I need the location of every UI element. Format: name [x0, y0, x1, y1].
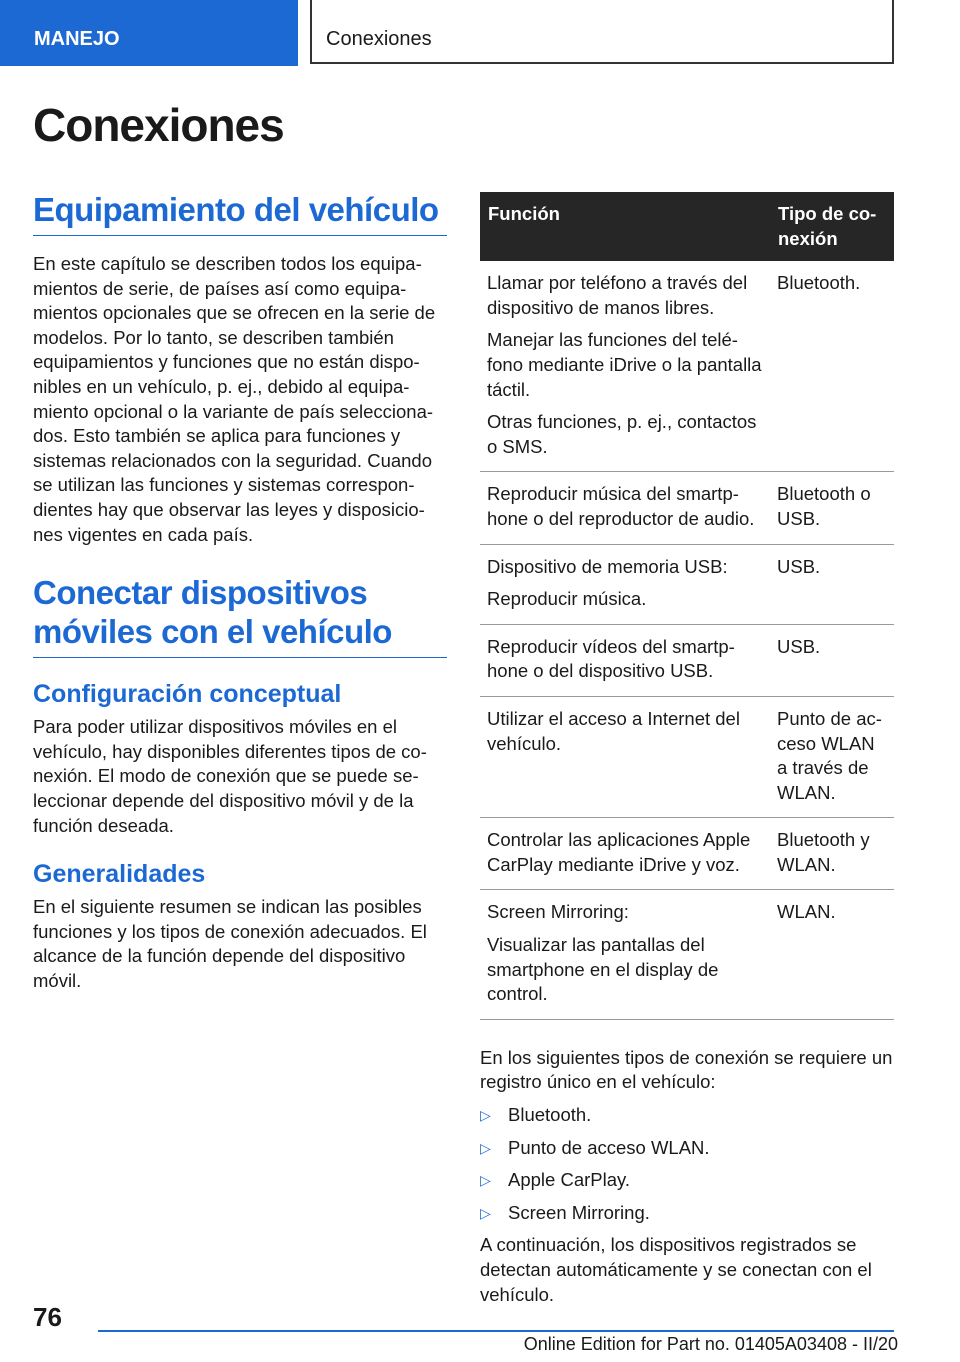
list-item-text: Bluetooth. — [508, 1104, 592, 1126]
header-connection-type: Tipo de conexión — [770, 192, 894, 261]
function-cell — [480, 890, 770, 1019]
function-line: Utilizar el acceso a Internet del vehículo. — [487, 707, 740, 754]
list-item — [480, 1103, 894, 1128]
connection-type-cell: WLAN. — [770, 890, 894, 1019]
heading-connect-devices: Conectar dispositivos móviles con el vehículo — [33, 573, 447, 658]
function-line: Otras funciones, p. ej., contactos o SMS. — [487, 411, 757, 457]
connection-type-cell: Bluetooth o USB. — [770, 472, 894, 544]
page-title: Conexiones — [33, 99, 284, 151]
function-line: Reproducir vídeos del smartphone o del dispositivo USB. — [487, 635, 735, 682]
table-row — [480, 624, 894, 696]
function-cell — [480, 472, 770, 544]
triangle-bullet-icon: ▷ — [480, 1139, 491, 1156]
function-line: Visualizar las pantallas del smartphone en el display de control. — [487, 934, 719, 1005]
function-cell — [480, 624, 770, 696]
triangle-bullet-icon: ▷ — [480, 1107, 491, 1124]
chapter-tab: Conexiones — [310, 0, 894, 64]
section-tab: MANEJO — [0, 0, 298, 66]
paragraph-general: En el siguiente resumen se indican las posibles funciones y los tipos de conexión adecuados. El alcance de la función depende del dispositivo móvil. — [33, 896, 427, 991]
function-cell — [480, 818, 770, 890]
function-line: Llamar por teléfono a través del dispositivo de manos libres. — [487, 272, 748, 318]
heading-general: Generalidades — [33, 860, 206, 889]
paragraph-config: Para poder utilizar dispositivos móviles en el vehículo, hay disponibles diferentes tipos de conexión. El modo de conexión que se puede seleccionar depende del dispositivo móvil y de la función deseada. — [33, 716, 427, 836]
triangle-bullet-icon: ▷ — [480, 1172, 491, 1189]
table-row — [480, 696, 894, 817]
registration-list — [480, 1103, 894, 1225]
paragraph-equipment: En este capítulo se describen todos los equipamientos de serie, de países así como equipamientos opcionales que se ofrecen en la serie de modelos. Por lo tanto, se describen también equipamientos y funciones que no están disponibles en un vehículo, p. ej., debido al equipamiento opcional o la variante de país seleccionados. Esto también se aplica para funciones y sistemas relacionados con la seguridad. Cuando se utilizan las funciones y sistemas correspondientes hay que observar las leyes y disposiciones vigentes en cada país. — [33, 253, 436, 545]
function-cell — [480, 544, 770, 624]
connection-type-cell: USB. — [770, 544, 894, 624]
list-item — [480, 1168, 894, 1193]
table-row — [480, 890, 894, 1019]
table-header-row — [480, 192, 894, 261]
header-function: Función — [480, 192, 770, 261]
edition-note: Online Edition for Part no. 01405A03408 - II/20 — [523, 1334, 898, 1354]
list-item — [480, 1136, 894, 1161]
list-item-text: Screen Mirroring. — [508, 1201, 650, 1223]
table-row — [480, 261, 894, 472]
connection-type-cell: Bluetooth y WLAN. — [770, 818, 894, 890]
left-column — [33, 190, 447, 993]
connection-table — [480, 192, 894, 1020]
page-number: 76 — [33, 1302, 62, 1332]
paragraph-auto-connect: A continuación, los dispositivos registrados se detectan automáticamente y se conectan con el vehículo. — [480, 1234, 872, 1305]
list-item-text: Apple CarPlay. — [508, 1169, 631, 1191]
list-item-text: Punto de acceso WLAN. — [508, 1136, 710, 1158]
heading-equipment: Equipamiento del vehículo — [33, 190, 447, 236]
paragraph-register: En los siguientes tipos de conexión se requiere un registro único en el vehículo: — [480, 1046, 893, 1093]
function-line: Dispositivo de memoria USB: — [487, 555, 728, 577]
function-line: Reproducir música del smartphone o del reproductor de audio. — [487, 483, 755, 529]
function-line: Screen Mirroring: — [487, 901, 629, 923]
connection-type-cell: Bluetooth. — [770, 261, 894, 472]
page-header — [0, 0, 960, 66]
function-line: Reproducir música. — [487, 588, 647, 610]
list-item — [480, 1201, 894, 1226]
function-cell — [480, 261, 770, 472]
heading-config: Configuración conceptual — [33, 680, 342, 709]
connection-type-cell: Punto de acceso WLAN a través de WLAN. — [770, 696, 894, 817]
table-row — [480, 544, 894, 624]
function-cell — [480, 696, 770, 817]
connection-type-cell: USB. — [770, 624, 894, 696]
footer-divider — [98, 1330, 894, 1332]
table-row — [480, 472, 894, 544]
function-line: Controlar las aplicaciones Apple CarPlay mediante iDrive y voz. — [487, 829, 751, 875]
function-line: Manejar las funciones del teléfono mediante iDrive o la pantalla táctil. — [487, 329, 762, 400]
table-row — [480, 818, 894, 890]
triangle-bullet-icon: ▷ — [480, 1204, 491, 1221]
right-column — [480, 192, 894, 1307]
